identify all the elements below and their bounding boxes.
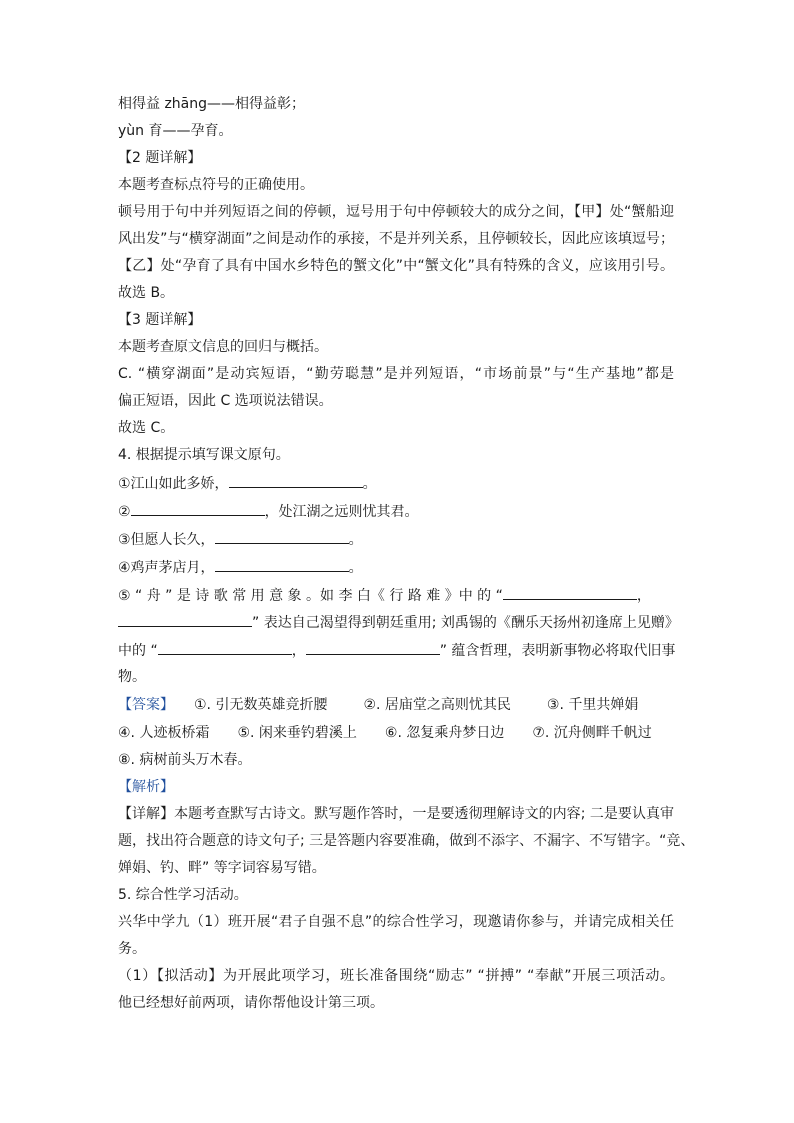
paragraph-line: 本题考查原文信息的回归与概括。 [118,339,328,355]
section-heading-q2: 【2 题详解】 [118,150,202,166]
answer-blank[interactable] [131,501,265,516]
answer-blank[interactable] [229,473,363,488]
paragraph-line: 本题考查标点符号的正确使用。 [118,177,314,193]
answer-label: 【答案】 [118,697,174,713]
paragraph-line: 题，找出符合题意的诗文句子; 三是答题内容要准确，做到不添字、不漏字、不写错字。“竞、 [118,833,695,849]
answer-row-2: ④. 人迹板桥霜 ⑤. 闲来垂钓碧溪上 ⑥. 忽复乘舟梦日边 ⑦. 沉舟侧畔千帆过 [118,725,652,741]
fill-item-3: ③但愿人长久， 。 [118,529,363,549]
paragraph-line: 风出发”与“横穿湖面”之间是动作的承接，不是并列关系，且停顿较长，因此应该填逗号； [118,231,674,247]
paragraph-line: 故选 B。 [118,285,175,301]
paragraph-line: （1）【拟活动】为开展此项学习，班长准备围绕“励志” “拼搏” “奉献”开展三项活动。 [118,968,674,984]
fill-item-2: ② ，处江湖之远则忧其君。 [118,501,419,521]
fill-item-5-cont: ” 表达自己渴望得到朝廷重用; 刘禹锡的《酬乐天扬州初逢席上见赠》 [118,612,679,632]
paragraph-line: 故选 C。 [118,420,175,436]
fill-item-1: ①江山如此多娇， 。 [118,473,377,493]
answer-blank[interactable] [118,612,252,627]
paragraph-line: C. “横穿湖面”是动宾短语，“勤劳聪慧”是并列短语，“市场前景”与“生产基地”都是 [118,366,674,382]
answer-row-3: ⑧. 病树前头万木春。 [118,752,252,768]
fill-item-5: ⑤ “ 舟 ” 是 诗 歌 常 用 意 象 。如 李 白《 行 路 难 》中 的 “ ， [118,585,651,605]
pinyin-line-1: 相得益 zhāng——相得益彰； [118,96,306,112]
fill-item-5-end: 物。 [118,669,146,685]
fill-item-5-cont: 中的 “ ， ” 蕴含哲理，表明新事物必将取代旧事 [118,640,675,660]
paragraph-line: 【详解】本题考查默写古诗文。默写题作答时，一是要透彻理解诗文的内容; 二是要认真审 [118,806,674,822]
paragraph-line: 【乙】处“孕育了具有中国水乡特色的蟹文化”中“蟹文化”具有特殊的含义，应该用引号。 [118,258,674,274]
pinyin-line-2: yùn 育——孕育。 [118,123,233,139]
answer-blank[interactable] [215,557,349,572]
paragraph-line: 婵娟、钓、畔” 等字词容易写错。 [118,860,326,876]
answer-blank[interactable] [158,640,292,655]
paragraph-line: 他已经想好前两项，请你帮他设计第三项。 [118,995,384,1011]
analysis-label: 【解析】 [118,779,174,795]
answer-blank[interactable] [215,529,349,544]
answer-row-1: 【答案】 ①. 引无数英雄竞折腰 ②. 居庙堂之高则忧其民 ③. 千里共婵娟 [118,697,639,713]
question-4-title: 4. 根据提示填写课文原句。 [118,447,290,463]
paragraph-line: 务。 [118,941,146,957]
section-heading-q3: 【3 题详解】 [118,312,202,328]
answer-blank[interactable] [503,585,637,600]
answer-blank[interactable] [306,640,440,655]
fill-item-4: ④鸡声茅店月， 。 [118,557,363,577]
paragraph-line: 兴华中学九（1）班开展“君子自强不息”的综合性学习，现邀请你参与，并请完成相关任 [118,914,674,930]
paragraph-line: 偏正短语，因此 C 选项说法错误。 [118,393,333,409]
paragraph-line: 顿号用于句中并列短语之间的停顿，逗号用于句中停顿较大的成分之间，【甲】处“蟹船迎 [118,204,674,220]
question-5-title: 5. 综合性学习活动。 [118,887,248,903]
